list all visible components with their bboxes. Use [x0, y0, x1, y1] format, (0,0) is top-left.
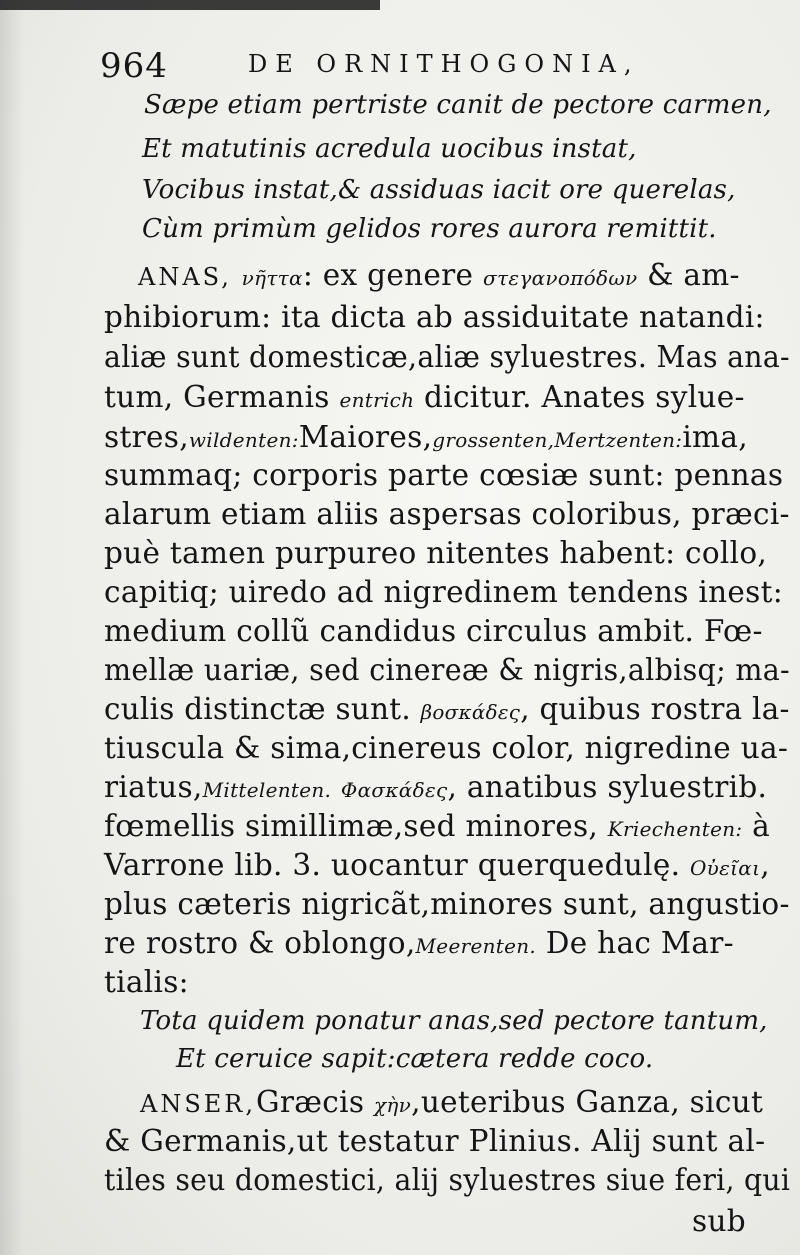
german-term: entrich — [339, 388, 415, 412]
page-number: 964 — [100, 46, 168, 86]
page-header — [100, 46, 750, 86]
greek-term: νῆττα — [241, 266, 303, 290]
verse-line: Vocibus instat,& assiduas iacit ore querelas, — [142, 175, 736, 205]
text-line — [104, 770, 767, 804]
running-title: DE ORNITHOGONIA, — [248, 50, 640, 78]
text-segment: Varrone lib. 3. uocantur querquedulę. — [104, 848, 681, 882]
verse-line: Sæpe etiam pertriste canit de pectore carmen, — [144, 90, 772, 120]
text-segment: riatus, — [104, 770, 203, 804]
text-line: plus cæteris nigricãt,minores sunt, angustio- — [104, 887, 790, 921]
text-segment: : ex genere — [302, 258, 474, 292]
text-segment: tum, Germanis — [104, 380, 330, 414]
catchword: sub — [692, 1204, 746, 1238]
text-line: mellæ uariæ, sed cinereæ & nigris,albisq; ma- — [104, 653, 790, 687]
text-line — [138, 258, 740, 292]
text-segment: & am- — [647, 258, 740, 292]
text-line: alarum etiam aliis aspersas coloribus, præci- — [104, 497, 790, 531]
text-line: tialis: — [104, 965, 189, 999]
text-segment: , quibus rostra la- — [520, 692, 790, 726]
text-segment: ima, — [682, 420, 748, 454]
page-top-edge — [0, 0, 380, 10]
text-line — [104, 420, 748, 454]
text-line: puè tamen purpureo nitentes habent: collo, — [104, 536, 768, 570]
verse-line: Et ceruice sapit:cætera redde coco. — [176, 1044, 654, 1074]
german-term: wildenten: — [188, 428, 299, 452]
verse-line: Tota quidem ponatur anas,sed pectore tantum, — [140, 1006, 768, 1036]
text-line: tiuscula & sima,cinereus color, nigredine ua- — [104, 731, 789, 765]
text-segment: , anatibus syluestrib. — [447, 770, 768, 804]
verse-line: Et matutinis acredula uocibus instat, — [142, 134, 637, 164]
text-segment: culis distinctæ sunt. — [104, 692, 411, 726]
greek-term: βοσκάδες — [420, 700, 521, 724]
verse-line: Cùm primùm gelidos rores aurora remittit. — [142, 214, 717, 244]
text-segment: re rostro & oblongo, — [104, 926, 416, 960]
text-segment: Græcis — [256, 1085, 365, 1119]
text-line: aliæ sunt domesticæ,aliæ syluestres. Mas ana- — [104, 340, 790, 374]
greek-term: στεγανοπόδων — [483, 266, 638, 290]
text-segment: dicitur. Anates sylue- — [424, 380, 745, 414]
text-segment: fœmellis simillimæ,sed minores, — [104, 809, 599, 843]
text-line: & Germanis,ut testatur Plinius. Alij sunt al- — [104, 1124, 766, 1158]
text-line: summaq; corporis parte cœsiæ sunt: pennas — [104, 458, 784, 492]
text-line: medium collũ candidus circulus ambit. Fœ- — [104, 614, 763, 648]
text-line: phibiorum: ita dicta ab assiduitate natandi: — [104, 300, 765, 334]
text-line — [104, 380, 745, 414]
text-segment: stres, — [104, 420, 189, 454]
text-line — [104, 926, 734, 960]
text-line: tiles seu domestici, alij syluestres siue feri, qui — [104, 1163, 791, 1197]
text-line: capitiq; uiredo ad nigredinem tendens inest: — [104, 575, 783, 609]
text-segment: De hac Mar- — [545, 926, 734, 960]
text-line — [104, 692, 790, 726]
text-segment: ,ueteribus Ganza, sicut — [411, 1085, 764, 1119]
text-line — [104, 848, 770, 882]
entry-heading-anser: ANSER, — [140, 1090, 256, 1118]
greek-term: Φασκάδες — [340, 778, 448, 802]
text-segment: à — [752, 809, 771, 843]
text-line — [140, 1085, 763, 1119]
german-term: Kriechenten: — [607, 817, 743, 841]
greek-term: χὴν — [373, 1093, 412, 1117]
text-segment: , — [760, 848, 770, 882]
entry-heading-anas: ANAS, — [138, 263, 232, 291]
text-segment: Maiores, — [298, 420, 433, 454]
text-line — [104, 809, 770, 843]
german-term: grossenten,Mertzenten: — [432, 428, 683, 452]
german-term: Mittelenten. — [202, 778, 332, 802]
greek-term: Οὐεῖαι — [689, 856, 761, 880]
german-term: Meerenten. — [415, 934, 537, 958]
